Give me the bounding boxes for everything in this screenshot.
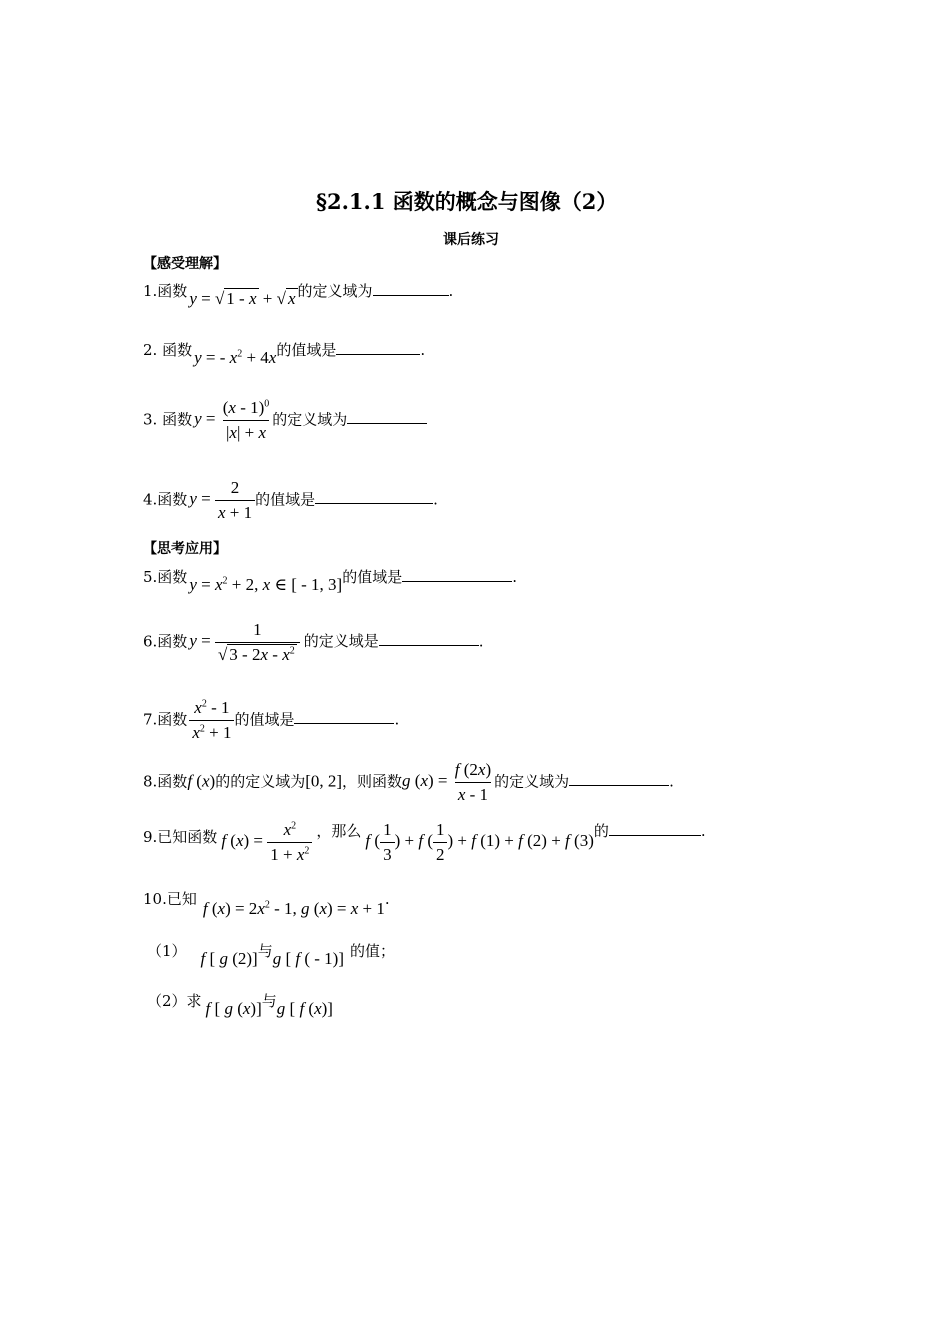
question-3-text: 的定义域为 <box>272 410 348 429</box>
question-1-label: 1.函数 <box>143 282 188 300</box>
part-1-label: （1） <box>147 942 187 960</box>
question-7-label: 7.函数 <box>143 710 188 729</box>
formula-10a-2: g [ f ( - 1)] <box>272 949 345 968</box>
formula-10b-2: g [ f (x)] <box>276 999 333 1018</box>
question-10-label: 10.已知 <box>143 890 197 908</box>
question-4-label: 4.函数 <box>143 490 188 509</box>
question-8-text-3: 的定义域为 <box>494 772 570 791</box>
part-1-text-2: 的值； <box>350 942 396 960</box>
formula-8a: f (x) <box>187 771 216 791</box>
page-subtitle: 课后练习 <box>443 232 499 248</box>
question-2-label: 2. 函数 <box>143 341 193 359</box>
section-heading-2: 【思考应用】 <box>143 541 227 557</box>
answer-blank-2[interactable] <box>336 340 420 355</box>
answer-blank-4[interactable] <box>315 489 433 504</box>
question-1-end: . <box>448 282 454 300</box>
formula-6: y = $\frac{1}{√ 3 - 2x - x^2}$ <box>189 631 299 650</box>
question-9-text-1: ，那么 <box>316 822 362 841</box>
section-heading-1: 【感受理解】 <box>143 256 227 272</box>
answer-blank-8[interactable] <box>569 771 669 786</box>
question-9 <box>143 820 706 865</box>
formula-7: $\frac{x^2 - 1}{x^2 + 1}$ <box>189 709 234 728</box>
question-9-end: . <box>700 822 706 841</box>
question-2-text: 的值域是 <box>276 341 337 359</box>
answer-blank-1[interactable] <box>373 281 449 296</box>
question-4-end: . <box>433 490 438 509</box>
question-8-text-2: ，则函数 <box>342 772 403 791</box>
question-6 <box>143 620 484 665</box>
question-10-part-2 <box>147 990 333 1018</box>
formula-4: y = $\frac{2}{x + 1}$ <box>189 489 255 508</box>
answer-blank-6[interactable] <box>379 631 479 646</box>
question-10 <box>143 888 390 918</box>
formula-9a: f (x) = $\frac{x^2}{1 + x^2}$ <box>221 831 312 850</box>
question-3-label: 3. 函数 <box>143 410 193 429</box>
question-4 <box>143 478 438 523</box>
part-1-text-1: 与 <box>257 942 273 960</box>
page-title: §2.1.1 函数的概念与图像（2） <box>316 189 618 214</box>
question-9-text-2: 的 <box>593 822 609 841</box>
part-2-label: （2）求 <box>147 992 202 1010</box>
formula-8c: g (x) = $\frac{f (2x)}{x - 1}$ <box>402 760 492 804</box>
question-5-text: 的值域是 <box>342 568 403 586</box>
question-3 <box>143 398 427 443</box>
answer-blank-7[interactable] <box>294 709 394 724</box>
formula-10: f $(x) = 2x^2 - 1$, g (x) = x + 1 <box>202 899 385 918</box>
formula-2: y = - $x^2 + 4x$ <box>194 348 277 367</box>
question-5-label: 5.函数 <box>143 568 188 586</box>
formula-10b-1: f [ g (x)] <box>205 999 262 1018</box>
question-8-end: . <box>669 772 674 791</box>
question-5 <box>143 566 518 594</box>
formula-5: $y = x^2 + 2$, x ∈ [ - 1, 3] <box>189 575 343 594</box>
question-5-end: . <box>512 568 518 586</box>
question-4-text: 的值域是 <box>255 490 316 509</box>
question-7-text: 的值域是 <box>234 710 295 729</box>
answer-blank-9[interactable] <box>609 821 701 836</box>
question-8-text-1: 的的定义域为 <box>215 772 306 791</box>
formula-1: y = √ 1 - x + √ x <box>189 289 296 308</box>
question-10-end: . <box>384 890 390 908</box>
question-7-end: . <box>394 710 400 729</box>
question-6-text: 的定义域是 <box>303 632 379 651</box>
question-9-label: 9.已知函数 <box>143 828 218 847</box>
question-7 <box>143 698 399 743</box>
question-10-part-1 <box>147 940 396 968</box>
question-6-label: 6.函数 <box>143 632 188 651</box>
question-2 <box>143 339 426 367</box>
formula-9b: f ( $\frac{1}{3}$ ) + f ( $\frac{1}{2}$ ) + f (1) + f (2) + f (3) <box>365 820 594 864</box>
question-8 <box>143 760 674 805</box>
answer-blank-3[interactable] <box>347 409 427 424</box>
question-8-label: 8.函数 <box>143 772 188 791</box>
question-2-end: . <box>420 341 426 359</box>
answer-blank-5[interactable] <box>402 567 512 582</box>
formula-8b: [0, 2] <box>305 771 343 791</box>
question-1 <box>143 280 454 308</box>
question-6-end: . <box>478 632 484 651</box>
formula-10a-1: f [ g (2)] <box>200 949 258 968</box>
question-1-text: 的定义域为 <box>297 282 373 300</box>
formula-3: y = $\frac{(x - 1)^0}{|x| + x}$ <box>194 398 270 442</box>
part-2-text-1: 与 <box>261 992 277 1010</box>
